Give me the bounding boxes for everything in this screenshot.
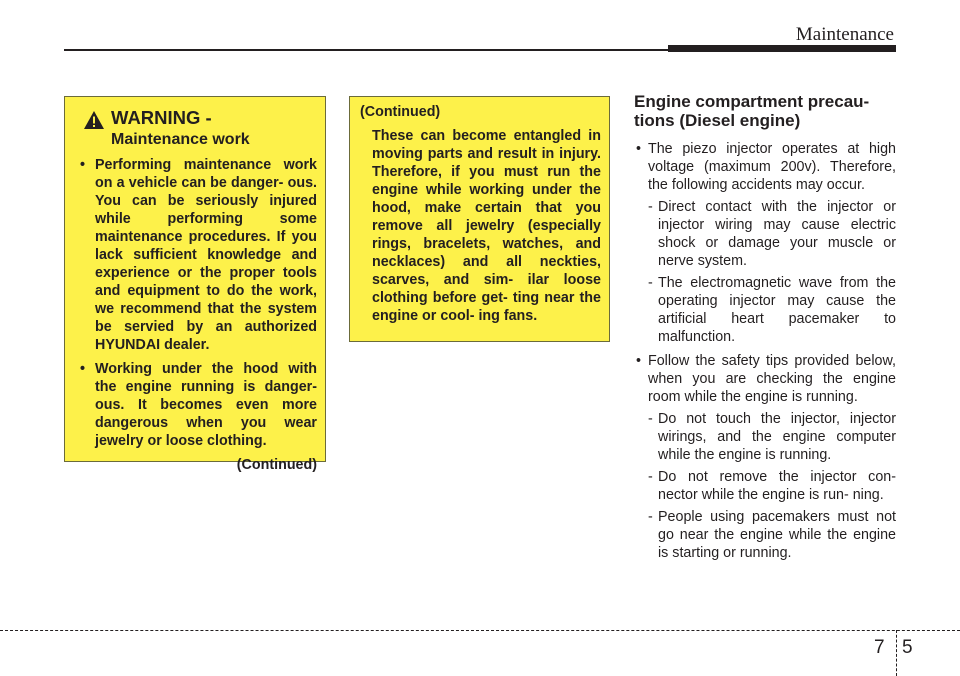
warning-title: WARNING - [111,107,212,128]
continued-label: (Continued) [360,104,441,120]
warning-continued: (Continued) [236,457,317,473]
section-bullet [634,140,896,346]
continued-text: These can become entangled in moving parts and result in injury. Therefore, if you must run the engine while working under the hood, make certain that you remove all jewelry (especially rings, bracelets, watches, and necklaces) and all neckties, scarves, and sim- ilar loose clothing before get- ting near the engine or cool- ing fans. [372,128,601,324]
header-rule [64,49,670,51]
section-subitem: - Do not remove the injector con- nector while the engine is run- ning. [648,468,896,504]
section-title: Engine compartment precau- tions (Diesel engine) [634,92,870,130]
continued-box [349,96,610,342]
warning-list [75,156,317,450]
header-bar [668,45,896,52]
section-subitem: - People using pacemakers must not go near the engine while the engine is starting or running. [648,508,896,562]
footer-rule [0,630,960,631]
section-bullet-text: The piezo injector operates at high voltage (maximum 200v). Therefore, the following accidents may occur. [648,141,896,193]
section-bullet [634,352,896,562]
section-subitem: - Direct contact with the injector or injector wiring may cause electric shock or damage your muscle or nerve system. [648,198,896,270]
page-header-title: Maintenance [795,24,894,45]
warning-item: • Performing maintenance work on a vehicle can be danger- ous. You can be seriously injured while performing some maintenance procedures. If you lack sufficient knowledge and experience or the proper tools and equipment to do the work, we recommend that the system be servied by an authorized HYUNDAI dealer. [75,156,317,354]
warning-subtitle: Maintenance work [111,131,250,148]
section-subitem: - Do not touch the injector, injector wirings, and the engine computer while the engine is running. [648,410,896,464]
footer-divider [896,630,897,676]
section-sublist [648,198,896,346]
warning-box [64,96,326,473]
section-column [634,92,896,568]
section-sublist [648,410,896,562]
section-subitem: - The electromagnetic wave from the operating injector may cause the artificial heart pacemaker to malfunction. [648,274,896,346]
section-bullet-text: Follow the safety tips provided below, when you are checking the engine room while the engine is running. [648,353,896,405]
warning-triangle-icon [83,110,105,130]
page-number: 5 [902,637,913,658]
chapter-number: 7 [874,637,885,658]
warning-heading [75,107,317,130]
section-bullet-list [634,140,896,562]
warning-item: • Working under the hood with the engine running is danger- ous. It becomes even more dangerous when you wear jewelry or loose clothing. [75,360,317,450]
